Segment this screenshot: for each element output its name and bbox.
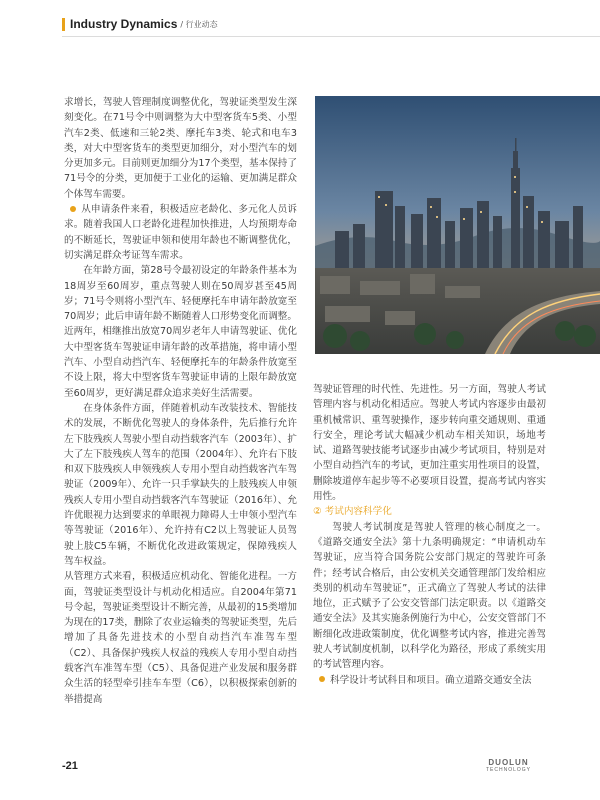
body-paragraph: [64, 263, 297, 401]
paragraph-text: 在年龄方面，第28号令最初设定的年龄条件基本为18周岁至60周岁，重点驾驶人则在50周岁甚至45周岁；71号令则将小型汽车、轻便摩托车申请年龄放宽至70周岁；此后申请年龄不断随着人口形势变化而调整。近两年，相继推出放宽70周岁老年人申请驾驶证、优化大中型客货车驾驶证申请年龄的改革措施，将申请小型汽车、小型自动挡汽车、轻便摩托车的年龄条件放宽至不设上限，将大中型客货车驾驶证申请的上限年龄放宽至60周岁，更好满足群众追求美好生活需要。: [64, 265, 297, 399]
paragraph-text: 在身体条件方面，伴随着机动车改装技术、智能技术的发展，不断优化驾驶人的身体条件，先后推行允许左下肢残疾人驾驶小型自动挡载客汽车（2003年）、扩大了左下肢残疾人驾车的范围（2004年）、允许右下肢和双下肢残疾人申领残疾人专用小型自动挡载客汽车驾驶证（2009年）、允许一只手掌缺失的上肢残疾人申领残疾人专用小型自动挡载客汽车驾驶证（2016年）、允许优眼视力达到要求的单眼视力障碍人士申领小型汽车等驾驶证（2016年）、允许持有C2以上驾驶证人员驾驶上肢C5车辆，不断优化改进政策规定，保障残疾人驾车权益。: [64, 402, 297, 567]
body-paragraph: [313, 520, 546, 673]
city-skyline-photo: [315, 96, 600, 354]
paragraph-text: 驾驶人考试制度是驾驶人管理的核心制度之一。《道路交通安全法》第十九条明确规定：“申请机动车驾驶证，应当符合国务院公安部门规定的驾驶许可条件；经考试合格后，由公安机关交通管理部门发给相应类别的机动车驾驶证”，正式确立了驾驶人考试的法律地位，正式赋予了公安交管部门法定职责。以《道路交通安全法》及其实施条例施行为中心，公安交管部门不断细化改进政策制度，优化调整考试内容，推进完善驾驶人考试制度机制，以科学化为路径，形成了系统实用的考试管理内容。: [313, 521, 546, 671]
body-paragraph: [64, 401, 297, 569]
header-divider: [62, 36, 600, 37]
paragraph-text: 从管理方式来看，积极适应机动化、智能化进程。一方面，驾驶证类型设计与机动化相适应。自2004年第71号令起，驾驶证类型设计不断完善，从最初的15类增加为现在的17类，删除了农业运输类的驾驶证类型，先后增加了具备先进技术的小型自动挡汽车准驾车型（C2）、具备保护残疾人权益的残疾人专用小型自动挡载客汽车准驾车型（C5）、具备促进产业发展和服务群众生活的轻型牵引挂车车型（C6），以积极探索创新的举措提高: [64, 571, 297, 705]
paragraph-text: ② 考试内容科学化: [313, 506, 392, 518]
section-heading: [313, 504, 546, 519]
header-accent-bar: [62, 18, 65, 31]
publisher-logo: [486, 758, 531, 773]
bullet-dot-icon: [319, 676, 325, 682]
header-title-zh: / 行业动态: [180, 19, 218, 29]
logo-line2: TECHNOLOGY: [486, 767, 532, 773]
body-paragraph: [64, 569, 297, 707]
header-title-en: Industry Dynamics: [70, 17, 178, 31]
paragraph-text: 求增长，驾驶人管理制度调整优化，驾驶证类型发生深刻变化。在71号令中则调整为大中型客货车5类、小型汽车2类、低速和三轮2类、摩托车3类、轮式和电车3类，对大中型客货车的类型更加细分，对小型汽车的划分更加多元。目前则更加细分为17个类型，基本保持了71号令的分类，更加便于工业化的运输、更加满足群众个体驾车需要。: [64, 97, 297, 200]
page-number: -21: [62, 760, 78, 772]
running-header: [62, 14, 218, 34]
right-text-column: [313, 382, 546, 688]
body-paragraph: [313, 382, 546, 504]
left-text-column: [64, 95, 297, 707]
city-skyline-image: [315, 96, 600, 354]
logo-line1: DUOLUN: [488, 758, 529, 767]
bullet-paragraph: [64, 202, 297, 263]
body-paragraph: [64, 95, 297, 202]
paragraph-text: 科学设计考试科目和项目。确立道路交通安全法: [330, 674, 532, 686]
bullet-dot-icon: [70, 206, 76, 212]
paragraph-text: 驾驶证管理的时代性、先进性。另一方面，驾驶人考试管理内容与机动化相适应。驾驶人考试内容逐步由最初重机械常识、重驾驶操作，逐步转向重交通规则、重通行安全，理论考试大幅减少机动车相关知识，场地考试、道路驾驶技能考试逐步由减少考试项目，特别是对小型自动挡汽车的考试，更加注重实用性项目的设置，删除坡道停车起步等不必要项目设置，提高考试内容实用性。: [313, 384, 546, 503]
paragraph-text: 从申请条件来看，积极适应老龄化、多元化人员诉求。随着我国人口老龄化进程加快推进，人均预期寿命的不断延长，驾驶证申领和使用年龄也不断调整优化，切实满足群众考证驾车需求。: [64, 204, 297, 261]
bullet-paragraph: [313, 673, 546, 688]
